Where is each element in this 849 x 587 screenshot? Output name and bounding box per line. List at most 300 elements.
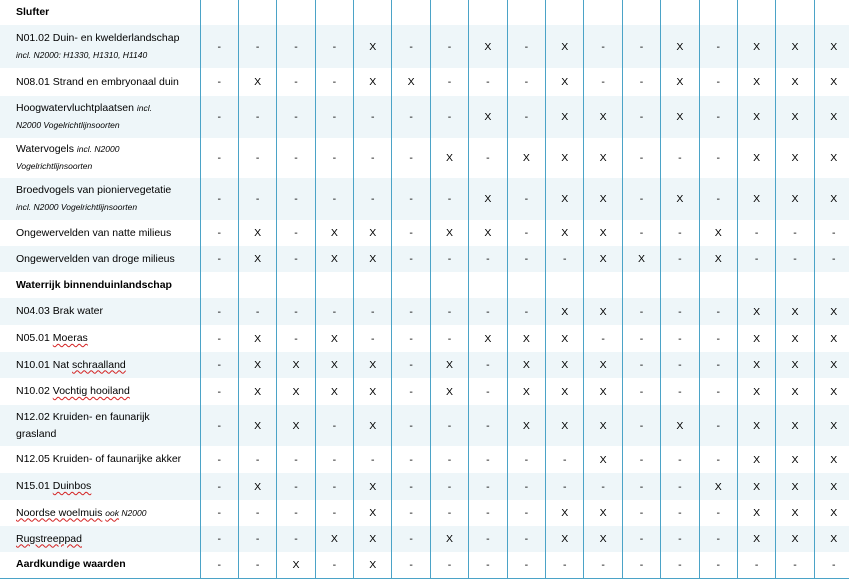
matrix-cell: -	[469, 500, 507, 526]
row-title-text: Ongewervelden van natte milieus	[16, 226, 172, 239]
matrix-cell: -	[469, 378, 507, 405]
matrix-cell: -	[737, 220, 775, 246]
matrix-cell: -	[430, 96, 468, 138]
matrix-cell: -	[546, 446, 584, 473]
row-title-text: Moeras	[52, 332, 88, 344]
matrix-cell: X	[737, 526, 775, 552]
section-row	[0, 0, 849, 25]
matrix-cell: X	[469, 325, 507, 352]
matrix-cell: -	[200, 352, 238, 378]
row-title-text: Ongewervelden van droge milieus	[16, 252, 175, 265]
matrix-cell: -	[200, 25, 238, 68]
matrix-cell: -	[354, 446, 392, 473]
matrix-cell: -	[430, 298, 468, 325]
row-title	[16, 478, 196, 495]
matrix-cell: X	[238, 325, 276, 352]
matrix-cell: X	[238, 68, 276, 96]
matrix-cell: -	[699, 68, 737, 96]
matrix-cell: X	[430, 138, 468, 178]
matrix-cell: X	[776, 473, 814, 500]
matrix-cell: -	[277, 25, 315, 68]
matrix-cell: -	[277, 473, 315, 500]
matrix-cell: X	[354, 378, 392, 405]
matrix-cell: -	[238, 96, 276, 138]
row-label	[0, 178, 200, 220]
matrix-cell: X	[315, 246, 353, 272]
matrix-cell: -	[661, 500, 699, 526]
matrix-cell: X	[238, 378, 276, 405]
matrix-cell: X	[622, 246, 660, 272]
matrix-cell: -	[584, 552, 622, 578]
matrix-cell: X	[546, 298, 584, 325]
matrix-cell: -	[507, 178, 545, 220]
row-title	[16, 383, 196, 400]
matrix-cell: X	[546, 220, 584, 246]
row-subtitle-text: incl. N2000 Vogelrichtlijnsoorten	[16, 202, 138, 212]
row-title-text: Noordse woelmuis	[16, 506, 103, 519]
matrix-cell: X	[315, 526, 353, 552]
matrix-cell: -	[392, 446, 430, 473]
matrix-cell: X	[584, 352, 622, 378]
row-label	[0, 138, 200, 178]
row-title	[16, 74, 196, 91]
row-title	[16, 30, 196, 47]
matrix-cell: -	[277, 178, 315, 220]
matrix-cell: -	[507, 96, 545, 138]
matrix-cell: -	[430, 25, 468, 68]
matrix-cell: X	[814, 405, 849, 446]
matrix-cell: -	[622, 298, 660, 325]
matrix-cell: -	[392, 352, 430, 378]
matrix-cell: -	[622, 500, 660, 526]
matrix-cell: -	[699, 325, 737, 352]
row-title-text: Hoogwatervluchtplaatsen	[16, 102, 134, 114]
matrix-cell: X	[814, 96, 849, 138]
matrix-cell: -	[776, 552, 814, 578]
row-title	[16, 531, 196, 548]
matrix-cell	[546, 0, 584, 25]
matrix-cell: -	[469, 405, 507, 446]
row-subtitle-text: ook	[105, 507, 120, 518]
matrix-cell: -	[315, 298, 353, 325]
row-title	[16, 357, 196, 374]
matrix-cell: X	[507, 325, 545, 352]
table-row	[0, 526, 849, 552]
matrix-cell: -	[661, 220, 699, 246]
matrix-cell	[469, 0, 507, 25]
matrix-cell: X	[776, 500, 814, 526]
matrix-cell: -	[469, 298, 507, 325]
matrix-cell: X	[661, 25, 699, 68]
row-title-text: N12.05 Kruiden- of faunarijke akker	[16, 453, 182, 465]
row-label	[0, 325, 200, 352]
matrix-cell	[354, 272, 392, 298]
matrix-cell: X	[507, 405, 545, 446]
matrix-cell: -	[661, 473, 699, 500]
matrix-cell: X	[661, 178, 699, 220]
matrix-cell: -	[315, 138, 353, 178]
matrix-cell: X	[277, 352, 315, 378]
matrix-cell: X	[737, 500, 775, 526]
table-row	[0, 378, 849, 405]
matrix-cell: X	[430, 220, 468, 246]
section-row	[0, 272, 849, 298]
matrix-cell: -	[430, 500, 468, 526]
matrix-cell: X	[354, 405, 392, 446]
matrix-cell	[737, 0, 775, 25]
row-label	[0, 68, 200, 96]
matrix-cell: -	[584, 473, 622, 500]
matrix-cell: -	[200, 500, 238, 526]
matrix-cell: -	[392, 138, 430, 178]
matrix-cell: -	[699, 138, 737, 178]
row-title-text: Vochtig hooiland	[52, 385, 130, 397]
matrix-cell: X	[315, 220, 353, 246]
table-row	[0, 473, 849, 500]
matrix-cell: X	[584, 138, 622, 178]
matrix-cell: -	[814, 220, 849, 246]
matrix-cell	[430, 0, 468, 25]
matrix-cell: -	[200, 325, 238, 352]
matrix-cell	[277, 0, 315, 25]
matrix-cell: X	[776, 96, 814, 138]
matrix-cell: -	[584, 325, 622, 352]
matrix-cell: -	[622, 378, 660, 405]
matrix-cell: -	[622, 446, 660, 473]
matrix-cell: -	[238, 25, 276, 68]
matrix-cell: X	[814, 446, 849, 473]
matrix-cell: X	[737, 352, 775, 378]
matrix-cell: -	[277, 220, 315, 246]
row-title-text: Rugstreeppad	[16, 532, 82, 545]
matrix-cell: -	[622, 473, 660, 500]
matrix-cell: -	[469, 68, 507, 96]
matrix-cell: X	[776, 325, 814, 352]
matrix-cell: X	[238, 352, 276, 378]
matrix-cell: X	[546, 500, 584, 526]
row-subtitle-text: N2000 Vogelrichtlijnsoorten	[16, 120, 120, 130]
row-title	[16, 182, 196, 199]
table-row	[0, 246, 849, 272]
row-title	[16, 4, 196, 21]
matrix-cell: -	[622, 325, 660, 352]
matrix-cell: -	[354, 298, 392, 325]
matrix-cell: X	[469, 25, 507, 68]
matrix-cell: X	[469, 220, 507, 246]
matrix-cell: -	[737, 246, 775, 272]
matrix-cell: -	[200, 298, 238, 325]
row-title-text: Aardkundige waarden	[16, 558, 126, 571]
matrix-cell	[200, 0, 238, 25]
matrix-cell: X	[776, 378, 814, 405]
matrix-cell: -	[507, 220, 545, 246]
matrix-cell: -	[546, 552, 584, 578]
matrix-cell: X	[776, 405, 814, 446]
matrix-cell: X	[776, 352, 814, 378]
matrix-cell: -	[622, 405, 660, 446]
matrix-cell: -	[430, 68, 468, 96]
matrix-cell: -	[776, 220, 814, 246]
matrix-cell	[776, 0, 814, 25]
matrix-cell: X	[814, 325, 849, 352]
matrix-cell: X	[546, 68, 584, 96]
matrix-cell: X	[699, 473, 737, 500]
row-subtitle	[16, 158, 196, 175]
matrix-cell	[546, 272, 584, 298]
matrix-cell: -	[430, 446, 468, 473]
matrix-cell: X	[661, 96, 699, 138]
matrix-cell: -	[661, 352, 699, 378]
matrix-cell: -	[661, 378, 699, 405]
row-subtitle-text: Vogelrichtlijnsoorten	[16, 161, 93, 171]
matrix-cell: X	[737, 96, 775, 138]
matrix-cell: -	[354, 96, 392, 138]
matrix-cell: X	[277, 552, 315, 578]
matrix-cell: -	[469, 526, 507, 552]
matrix-cell: -	[546, 473, 584, 500]
matrix-cell: -	[277, 68, 315, 96]
matrix-cell: -	[430, 178, 468, 220]
matrix-cell: X	[814, 473, 849, 500]
matrix-cell: X	[354, 352, 392, 378]
matrix-cell: -	[814, 552, 849, 578]
row-title-text: Duinbos	[52, 480, 92, 492]
matrix-cell: -	[277, 446, 315, 473]
table-row	[0, 325, 849, 352]
matrix-cell: X	[737, 178, 775, 220]
row-title	[16, 556, 196, 573]
matrix-cell: X	[354, 473, 392, 500]
matrix-cell: -	[392, 220, 430, 246]
matrix-cell: -	[200, 178, 238, 220]
matrix-cell: X	[546, 96, 584, 138]
matrix-cell: -	[699, 405, 737, 446]
matrix-cell: -	[354, 178, 392, 220]
matrix-cell: X	[776, 25, 814, 68]
matrix-cell: -	[584, 68, 622, 96]
row-label	[0, 500, 200, 526]
matrix-cell: X	[469, 96, 507, 138]
matrix-cell: -	[315, 446, 353, 473]
matrix-cell	[661, 272, 699, 298]
matrix-cell: -	[238, 526, 276, 552]
matrix-cell: -	[315, 25, 353, 68]
matrix-cell: X	[315, 378, 353, 405]
matrix-cell: X	[814, 138, 849, 178]
row-title-text: N04.03 Brak water	[16, 305, 103, 317]
matrix-cell: -	[200, 473, 238, 500]
matrix-cell: -	[507, 552, 545, 578]
row-title-line2	[16, 426, 196, 443]
matrix-cell: X	[584, 178, 622, 220]
row-title-text: Watervogels	[16, 143, 74, 155]
table-row	[0, 138, 849, 178]
matrix-cell: -	[277, 526, 315, 552]
row-title	[16, 225, 196, 242]
table-row	[0, 68, 849, 96]
matrix-cell: -	[200, 378, 238, 405]
matrix-cell: -	[200, 138, 238, 178]
row-subtitle	[16, 117, 196, 134]
matrix-cell: -	[392, 25, 430, 68]
table-row	[0, 25, 849, 68]
matrix-cell: X	[814, 178, 849, 220]
matrix-cell: -	[507, 446, 545, 473]
row-title-note: incl.	[136, 103, 152, 113]
row-title-text: Slufter	[16, 6, 50, 18]
matrix-cell: X	[584, 378, 622, 405]
matrix-cell: X	[737, 446, 775, 473]
matrix-cell	[507, 272, 545, 298]
matrix-cell: -	[661, 446, 699, 473]
matrix-cell	[584, 0, 622, 25]
matrix-cell: X	[430, 378, 468, 405]
matrix-cell: X	[354, 526, 392, 552]
matrix-cell	[392, 0, 430, 25]
matrix-cell: X	[737, 405, 775, 446]
row-title-text: grasland	[16, 427, 57, 440]
matrix-cell	[814, 0, 849, 25]
matrix-cell: X	[277, 405, 315, 446]
table-row	[0, 352, 849, 378]
matrix-cell: X	[814, 500, 849, 526]
matrix-cell: X	[354, 500, 392, 526]
matrix-cell: X	[737, 298, 775, 325]
matrix-cell	[238, 272, 276, 298]
matrix-cell: -	[699, 378, 737, 405]
matrix-cell: -	[430, 405, 468, 446]
matrix-cell: X	[814, 526, 849, 552]
matrix-cell: X	[584, 246, 622, 272]
matrix-cell: -	[622, 138, 660, 178]
matrix-cell: -	[776, 246, 814, 272]
matrix-cell: X	[584, 500, 622, 526]
matrix-cell	[200, 272, 238, 298]
row-title	[16, 505, 196, 522]
row-label	[0, 446, 200, 473]
matrix-cell: -	[354, 325, 392, 352]
matrix-cell: X	[584, 526, 622, 552]
row-title-text: Broedvogels van pioniervegetatie	[16, 184, 172, 196]
matrix-cell: -	[392, 552, 430, 578]
matrix-cell: -	[238, 446, 276, 473]
matrix-cell: -	[277, 246, 315, 272]
matrix-cell: -	[661, 552, 699, 578]
row-title	[16, 141, 196, 158]
row-label	[0, 246, 200, 272]
matrix-cell: -	[622, 352, 660, 378]
matrix-cell: -	[699, 352, 737, 378]
matrix-cell: -	[315, 500, 353, 526]
matrix-cell: X	[546, 138, 584, 178]
matrix-cell: X	[776, 178, 814, 220]
matrix-cell: X	[814, 298, 849, 325]
matrix-cell: -	[507, 25, 545, 68]
matrix-cell: -	[430, 246, 468, 272]
matrix-cell: -	[392, 178, 430, 220]
matrix-cell: X	[737, 68, 775, 96]
matrix-cell: -	[238, 552, 276, 578]
row-title	[16, 100, 196, 117]
matrix-cell: -	[238, 298, 276, 325]
matrix-cell: X	[430, 526, 468, 552]
matrix-cell: -	[469, 246, 507, 272]
row-title	[16, 409, 196, 426]
section-heading	[0, 552, 200, 578]
matrix-cell: X	[546, 178, 584, 220]
row-title-text: N01.02 Duin- en kwelderlandschap	[16, 31, 180, 44]
matrix-cell: X	[699, 246, 737, 272]
matrix-cell: -	[200, 526, 238, 552]
matrix-cell: -	[699, 178, 737, 220]
row-label	[0, 298, 200, 325]
matrix-cell: -	[392, 526, 430, 552]
matrix-cell: X	[737, 378, 775, 405]
matrix-cell: -	[238, 178, 276, 220]
matrix-cell	[315, 272, 353, 298]
matrix-cell: X	[238, 405, 276, 446]
matrix-cell	[622, 0, 660, 25]
matrix-cell	[277, 272, 315, 298]
matrix-cell	[469, 272, 507, 298]
matrix-cell	[430, 272, 468, 298]
table-row	[0, 96, 849, 138]
matrix-cell: -	[200, 220, 238, 246]
matrix-cell: -	[661, 138, 699, 178]
matrix-cell: -	[392, 405, 430, 446]
row-title	[16, 330, 196, 347]
matrix-cell: X	[699, 220, 737, 246]
matrix-cell: X	[737, 25, 775, 68]
matrix-cell	[238, 0, 276, 25]
matrix-cell: -	[661, 325, 699, 352]
matrix-cell: -	[392, 500, 430, 526]
matrix-cell: -	[507, 298, 545, 325]
row-title	[16, 251, 196, 268]
row-label	[0, 25, 200, 68]
matrix-cell: -	[469, 552, 507, 578]
matrix-cell: -	[699, 25, 737, 68]
section-heading	[0, 0, 200, 25]
matrix-cell: -	[699, 96, 737, 138]
matrix-cell: X	[737, 325, 775, 352]
matrix-cell: X	[238, 220, 276, 246]
matrix-cell: -	[699, 500, 737, 526]
matrix-cell: -	[392, 246, 430, 272]
matrix-cell	[354, 0, 392, 25]
matrix-cell: -	[507, 500, 545, 526]
matrix-cell: X	[277, 378, 315, 405]
matrix-cell: -	[200, 96, 238, 138]
row-subtitle-text: incl. N2000: H1330, H1310, H1140	[16, 49, 148, 60]
matrix-cell: -	[469, 138, 507, 178]
matrix-cell: X	[354, 68, 392, 96]
matrix-cell: -	[546, 246, 584, 272]
matrix-cell: X	[238, 246, 276, 272]
row-title-note: incl. N2000	[76, 144, 120, 154]
matrix-cell: -	[622, 526, 660, 552]
matrix-cell: -	[277, 325, 315, 352]
matrix-cell: -	[392, 473, 430, 500]
section-row	[0, 552, 849, 578]
section-heading	[0, 272, 200, 298]
matrix-cell: -	[622, 25, 660, 68]
matrix-cell: -	[354, 138, 392, 178]
row-title	[16, 451, 196, 468]
row-subtitle	[16, 199, 196, 216]
matrix-cell: -	[507, 526, 545, 552]
matrix-cell	[814, 272, 849, 298]
